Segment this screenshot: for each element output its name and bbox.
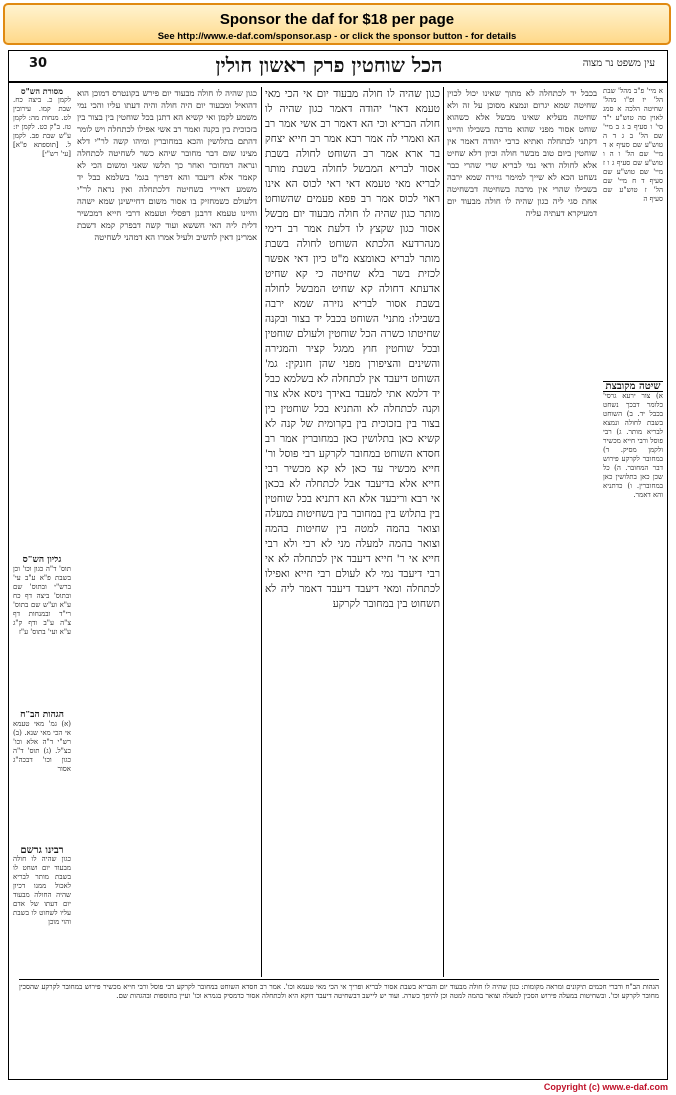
hagahot-column	[13, 711, 71, 841]
tosafot-column	[77, 87, 257, 977]
gilyon-text: תוס' ד"ה כגון וכו' וכן בשבת פ"א ע"ב עי' ברש"י ובתוס' שם ובתוס' ביצה דף כח ע"א וע"ש שם בתוס' רי"ד ובמנחות דף צ"ה ע"ב ודף ק"ג ע"א ועי' בתוס' ע"ז	[13, 565, 71, 636]
gemara-column	[265, 87, 440, 887]
footnotes-text: הגהות הב"ח ודברי חכמים תיקונים ומראה מקומות: כגון שהיה לו חולה מבעוד יום והבריא בשבת אסור לבריא ופריך אי הכי מאי טעמא וכו'. אמר רב חסדא השוחט במחובר לקרקע רבי פוסל ורבי חייא מכשיר פירוש במחובר לקרקע שהסכין מחובר לקרקע וכו'. ובשחיטות במעלה פירוש הסכין למעלה וצואר בהמה למטה וכן להיפך כשרה. ועוד יש ליישב דבשחיטה דיעבד דוקא היא ולכתחלה אסור כדמסיק בגמרא וכו' ועיין בתוספות ובהגהות שם.	[19, 983, 659, 1000]
mesoret-label: מסורת הש"ס	[21, 87, 63, 96]
gemara-text: כגון שהיה לו חולה מבעוד יום אי הכי מאי טעמא דאר' יהודה דאמר כגון שהיה לו חולה הבריא וכי הא דאמר רב אשי אמר רב הא ואמרי לה אמר רבא אמר רב חייא יצחק בר ארא אמר רב השוחט לחולה בשבת אסור לבריא המבשל לחולה בשבת מותר לבריא מאי טעמא דאי ראי לכוס הא אינו ראוי לכוס אמר רב פפא פעמים שהשוחט מותר כגון שהיה לו חולה מבעוד יום מבשל אסור כגון שקצץ לו דלעת אמר רב דימי מנהרדעא הלכתא השוחט לחולה בשבת מותר לבריא כאומצא מ"ט כיון דאי אפשר לכזית בשר בלא שחיטה כי קא שחיט אדעתא דחולה קא שחיט המבשל לחולה בשבת אסור לבריא גזירה שמא ירבה בשבילו: מתני' השוחט בכבל יד בצור ובקנה שחיטתו כשרה הכל שוחטין ולעולם שוחטין ובכל שוחטין חוץ ממגל קציר והמגירה והשינים והציפורן מפני שהן חונקין: גמ' השוחט דיעבד אין לכתחלה לא בשלמא כבל יד דלמא אתי למעבד באידך ניסא אלא צור וקנה לכתחלה לא והתניא בכל שוחטין בין בצור בין בזכוכית בין בקרומית של קנה לא קשיא כאן בתלושין כאן במחוברין אמר רב חסדא השוחט במחובר לקרקע רבי פוסל ור' חייא מכשיר עד כאן לא קא מכשיר רבי חייא אלא בדיעבד אבל לכתחלה לא בכאן אי רבא וריבעד אלא הא דתניא בכל שוחטין בין בתלוש בין במחובר בין בשחיטות במעלה וצואר בהמה למטה בין שחיטות בהמה וצואר בהמה למעלה מני לא רבי ולא רבי חייא אי ר' חייא דיעבד אין לכתחלה לא אי רבי דיעבד נמי לא לעולם רבי חייא ואפילו לכתחלה ומאי דיעבד דיעבד דאמר ליה לא תשחוט בין במחובר לקרקע	[265, 88, 440, 610]
rashi-text: בכבל יד לכתחלה לא מתוך שאינו יכול לכוין שחיטה שמא יגרום ונמצא מסוכן על זה ולא שחיטה מעליא שאינו מבשל אלא כשהוא שוחט אסור מפני שהוא מרבה בשבילו והיינו דקתני לכתחלה ואתיא כרבי יהודה דאמר אין שוחטין ביום טוב מבשר חולה וכיון דלא שחיט אלא לחולה ודאי נמי לבריא שרי שהרי כבר נשחט הכא לא שייך למימר גזירה שמא ירבה בשבילו שהרי אין מרבה בשחיטה דבשחיטה אחת סגי ליה כגון שהיה לו חולה מבעוד יום דמעיקרא דעתיה עליה	[447, 88, 597, 218]
mesoret-text: לקמן כ. ביצה כח. שבת קמו. עירובין לט. מנחות מה: לקמן טז. ב"ק כט. לקמן יז: ע"ש שבת פב. לקמן ל. [תוספתא פ"א] [עי' רש"י]	[13, 96, 71, 158]
ein-mishpat-label: עין משפט נר מצוה	[582, 58, 655, 69]
ein-mishpat-column	[603, 87, 663, 377]
tosafot-text: כגון שהיה לו חולה מבעוד יום פירש בקונטרס דמוכן הוא דהואיל ומבעוד יום היה חולה והיה דעתו עליו והכי נמי משמע לקמן ואי קשיא הא דתנן בכל שוחטין בין בצור בין בזכוכית בין בקנה ואמר רב אשי אפילו לכתחלה ויש לומר דהתם בתלושין והכא במחוברין ומיהו קשה לר"י דלא מצינו שום דבר מחובר שיהא כשר לשחיטה לכתחלה ונראה דמחובר ואחר כך תלשו שאני ומשום הכי לא קאמר אלא דיעבד והא דפריך בגמ' בשלמא כבל יד משמע דאיירי בשחיטה דלכתחלה ואין נראה לר"י דלעולם כשמחזיק בו אסור משום דחיישינן שמא ישהה והיינו טעמא דרבנן דפסלי וטעמא דרבי חייא דמכשיר דלית ליה האי חששא ועוד קשה דבפרק קמא דשבת אמרינן דאין להשיב ולעיל אמרו הא דמהני לשחיטה	[77, 88, 257, 242]
shita-mekubetzet-column	[603, 381, 663, 981]
footnotes-block	[19, 979, 659, 1071]
gilyon-label: גליון הש"ס	[22, 556, 62, 565]
shita-text: א) צור ירעא גרסי' כלומר דבכך נשחט בכבל יד. ב) השוחט בשבת לחולה ונמצא לבריא מותר. ג) רבי פוסל ורבי חייא מכשיר ולקמן מסיק. ד) במחובר לקרקע פירוש דבר המחובר. ה) כל שכן כאן בתלושין כאן במחוברין. ו) כדתניא והא דאמר.	[603, 392, 663, 499]
rabbeinu-text: כגון שהיה לו חולה מבעוד יום ושחט לו בשבת מותר לבריא לאכול ממנו דכיון שהיה החולה מבעוד יום דעתו של אדם עליו לשחוט לו בשבת והוי מוכן	[13, 855, 71, 926]
talmud-page	[8, 50, 668, 1080]
rabbeinu-label: רבינו גרשם	[20, 846, 64, 856]
column-divider	[443, 87, 444, 977]
page-header	[9, 51, 667, 83]
hagahot-text: (א) גמ' מאי טעמא אי הכי מאי שנא. (ב) רש"י ד"ה אלא וכו' כצ"ל. (ג) תוס' ד"ה כגון וכו' דבכה"ג אסור	[13, 720, 71, 773]
copyright-link[interactable]: Copyright (c) www.e-daf.com	[543, 1082, 668, 1092]
rashi-column	[447, 87, 597, 977]
sponsor-subline[interactable]: See http://www.e-daf.com/sponsor.asp - or click the sponsor button - for details	[157, 31, 517, 42]
gilyon-column	[13, 556, 71, 706]
sponsor-banner[interactable]	[3, 3, 671, 45]
mesoret-hashas-column	[13, 87, 71, 557]
column-divider	[261, 87, 262, 977]
page-title: הכל שוחטין פרק ראשון חולין	[215, 53, 443, 77]
ein-mishpat-text: א מיי' פ"ב מהל' שבת הל' יז ופ"ו מהל' שחיטה הלכה א סמג לאוין סה טוש"ע י"ד סי' ו סעיף ב ג ב מיי' שם הל' ב ג ד ה טוש"ע שם סעיף א ד מיי' שם הל' ו ה ו טוש"ע שם סעיף ג ו ז מיי' שם טוש"ע שם סעיף ד ח מיי' שם הל' ז טוש"ע שם סעיף ה	[603, 87, 663, 203]
rabbeinu-gershom-column	[13, 846, 71, 981]
sponsor-headline[interactable]: Sponsor the daf for $18 per page	[219, 11, 455, 28]
page-number: 30	[29, 56, 48, 71]
hagahot-label: הגהות הב"ח	[20, 711, 64, 720]
shita-label: שיטה מקובצת	[603, 381, 663, 392]
